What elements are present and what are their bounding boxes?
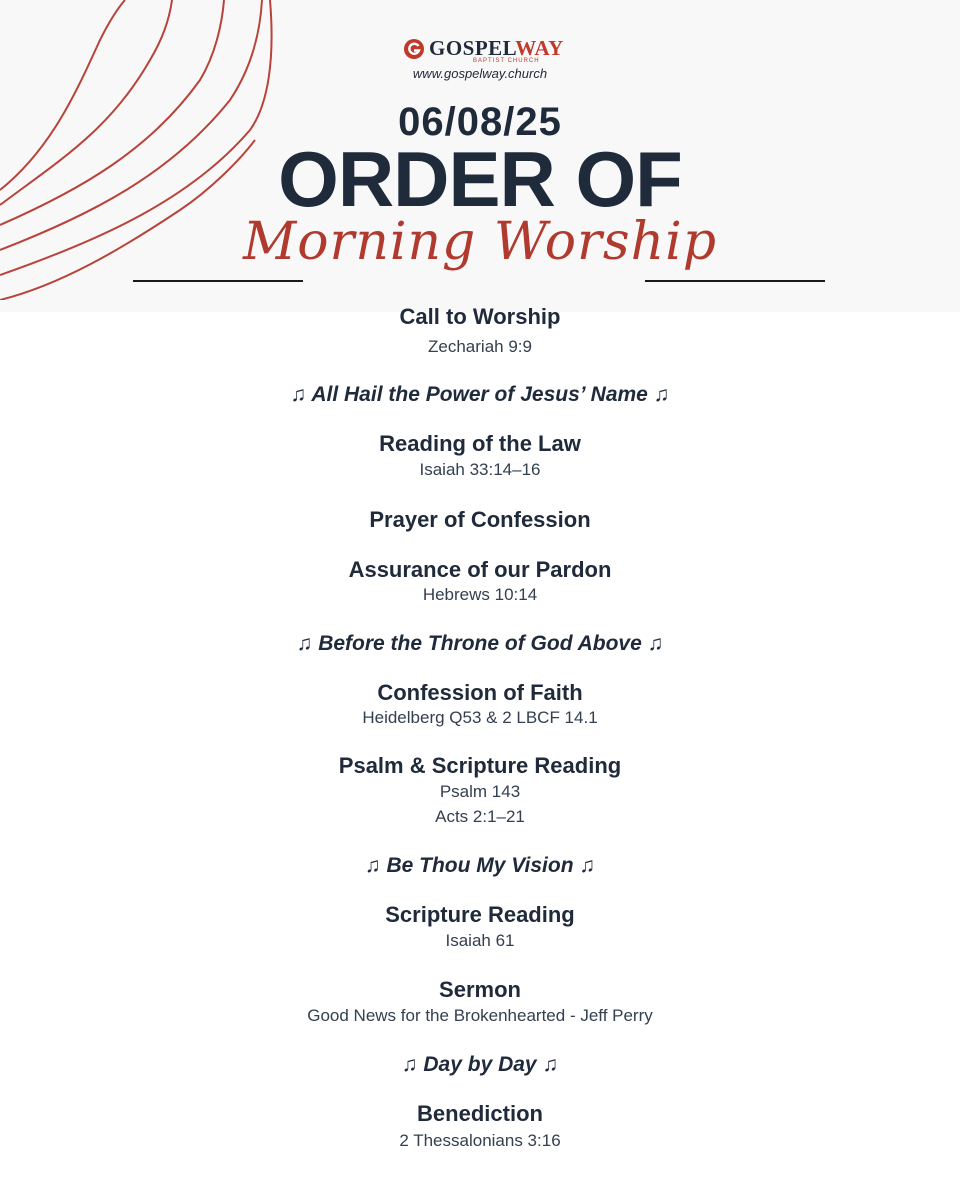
item-title: Reading of the Law [379, 431, 581, 456]
item-reference: Isaiah 33:14–16 [419, 460, 541, 479]
item-reference: Good News for the Brokenhearted - Jeff Perry [307, 1006, 653, 1025]
service-date: 06/08/25 [398, 100, 562, 144]
item-reference: Hebrews 10:14 [422, 585, 538, 604]
divider-right [645, 280, 825, 282]
item-title: Scripture Reading [385, 902, 575, 927]
item-title: Confession of Faith [377, 680, 583, 705]
hymn-title: ♫ Be Thou My Vision ♫ [364, 854, 596, 877]
church-name-part1: GOSPEL [429, 36, 516, 60]
item-reference: Acts 2:1–21 [435, 807, 525, 826]
church-url: www.gospelway.church [412, 66, 548, 81]
item-reference: Heidelberg Q53 & 2 LBCF 14.1 [362, 708, 598, 727]
item-reference: Zechariah 9:9 [428, 337, 532, 356]
church-subtitle: BAPTIST CHURCH [473, 58, 540, 64]
item-title: Sermon [439, 977, 521, 1002]
divider-left [133, 280, 303, 282]
item-title: Call to Worship [399, 304, 561, 329]
item-title: Assurance of our Pardon [348, 557, 612, 582]
church-name-part2: WAY [515, 36, 564, 60]
page-title-script: Morning Worship [242, 212, 717, 272]
gospelway-g-icon [403, 38, 425, 60]
page-title: ORDER OF [278, 135, 682, 223]
item-reference: 2 Thessalonians 3:16 [399, 1131, 561, 1150]
hymn-title: ♫ Before the Throne of God Above ♫ [296, 632, 664, 655]
item-title: Prayer of Confession [369, 507, 591, 532]
hymn-title: ♫ All Hail the Power of Jesus’ Name ♫ [290, 383, 670, 406]
item-title: Psalm & Scripture Reading [338, 753, 622, 778]
item-reference: Psalm 143 [439, 782, 521, 801]
item-title: Benediction [417, 1101, 543, 1126]
item-reference: Isaiah 61 [445, 931, 515, 950]
hymn-title: ♫ Day by Day ♫ [401, 1053, 559, 1076]
